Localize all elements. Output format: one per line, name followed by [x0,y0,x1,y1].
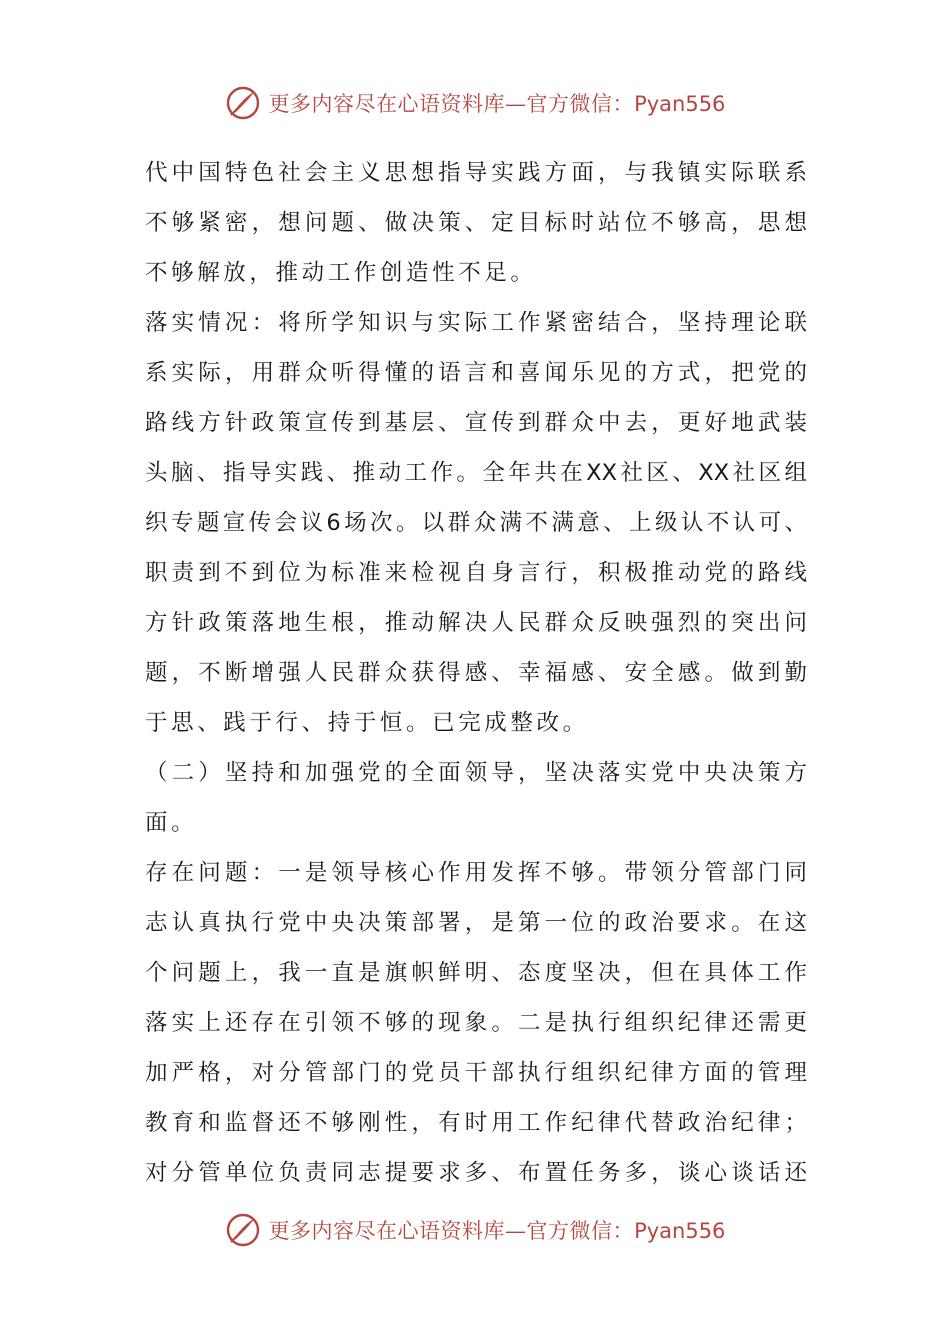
text-line: 落实上还存在引领不够的现象。二是执行组织纪律还需更 [145,1010,807,1036]
header-watermark-banner [0,83,950,123]
text-line: 头脑、指导实践、推动工作。全年共在XX社区、XX社区组 [145,460,807,486]
text-line: 加严格，对分管部门的党员干部执行组织纪律方面的管理 [145,1060,807,1086]
text-line: 不够解放，推动工作创造性不足。 [145,260,537,286]
footer-banner-text [269,1215,726,1245]
text-line: 存在问题：一是领导核心作用发挥不够。带领分管部门同 [145,860,807,886]
text-line: 题，不断增强人民群众获得感、幸福感、安全感。做到勤 [145,660,807,686]
header-wechat-handle: Pyan556 [634,92,726,116]
text-line: 志认真执行党中央决策部署，是第一位的政治要求。在这 [145,910,807,936]
header-banner-text [269,88,726,118]
text-line: 于思、践于行、持于恒。已完成整改。 [145,710,589,736]
text-line: 不够紧密，想问题、做决策、定目标时站位不够高，思想 [145,210,807,236]
text-line: 职责到不到位为标准来检视自身言行，积极推动党的路线 [145,560,807,586]
text-line: 方针政策落地生根，推动解决人民群众反映强烈的突出问 [145,610,807,636]
text-line: 个问题上，我一直是旗帜鲜明、态度坚决，但在具体工作 [145,960,807,986]
quill-logo-icon [225,85,261,121]
text-line: 路线方针政策宣传到基层、宣传到群众中去，更好地武装 [145,410,807,436]
footer-watermark-banner [0,1210,950,1250]
text-line: 教育和监督还不够刚性，有时用工作纪律代替政治纪律； [145,1110,807,1136]
section-heading-line: （二）坚持和加强党的全面领导，坚决落实党中央决策方 [145,760,807,786]
text-line: 系实际，用群众听得懂的语言和喜闻乐见的方式，把党的 [145,360,807,386]
header-banner-label: 更多内容尽在心语资料库—官方微信： [268,92,635,116]
document-body [145,148,807,1198]
footer-banner-label: 更多内容尽在心语资料库—官方微信： [268,1219,635,1243]
text-line: 对分管单位负责同志提要求多、布置任务多，谈心谈话还 [145,1160,807,1186]
text-line: 代中国特色社会主义思想指导实践方面，与我镇实际联系 [145,160,807,186]
quill-logo-icon [225,1212,261,1248]
text-line: 织专题宣传会议6场次。以群众满不满意、上级认不认可、 [145,510,807,536]
section-heading-line: 面。 [145,810,198,836]
footer-wechat-handle: Pyan556 [634,1219,726,1243]
text-line: 落实情况：将所学知识与实际工作紧密结合，坚持理论联 [145,310,807,336]
